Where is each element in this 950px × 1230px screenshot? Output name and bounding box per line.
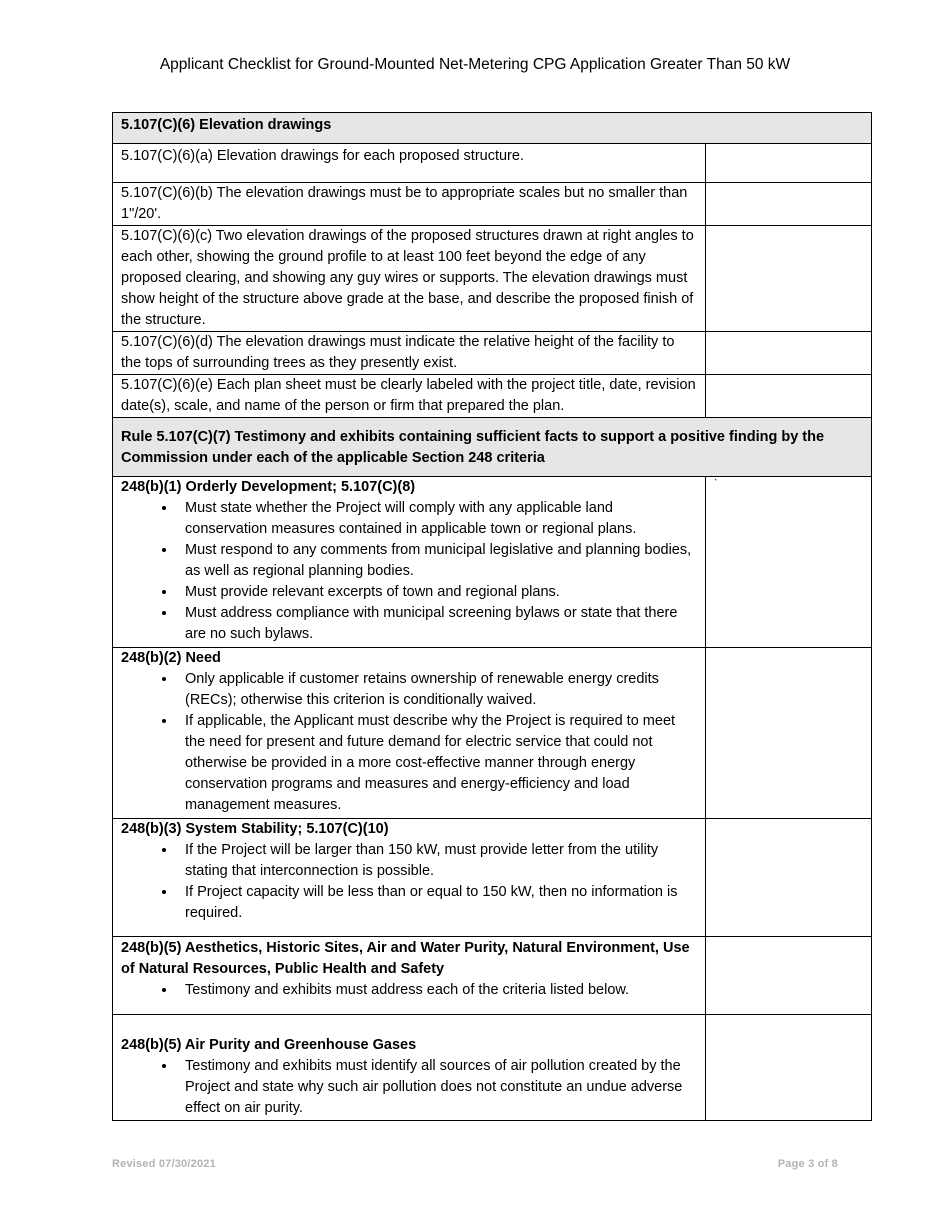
checkbox-cell[interactable] bbox=[706, 937, 871, 1014]
footer-page-number: Page 3 of 8 bbox=[777, 1158, 838, 1170]
checkbox-cell[interactable] bbox=[706, 477, 871, 647]
criterion-bullets bbox=[121, 1056, 697, 1119]
criterion-row bbox=[113, 647, 871, 818]
checklist-row bbox=[113, 143, 871, 182]
bullet-item: • Only applicable if customer retains ownership of renewable energy credits (RECs); otherwise this criterion is conditionally waived. bbox=[177, 669, 697, 711]
testimony-section-heading-row bbox=[113, 417, 871, 476]
bullet-item: • Must address compliance with municipal screening bylaws or state that there are no such bylaws. bbox=[177, 603, 697, 645]
document-header: Applicant Checklist for Ground-Mounted Net-Metering CPG Application Greater Than 50 kW bbox=[159, 56, 791, 73]
checkbox-cell[interactable] bbox=[706, 332, 871, 374]
bullet-item: • Testimony and exhibits must address each of the criteria listed below. bbox=[177, 980, 697, 1001]
item-text: 5.107(C)(6)(c) Two elevation drawings of the proposed structures drawn at right angles to each other, showing the ground profile to at least 100 feet beyond the edge of any proposed clearing, and showing any guy wires or supports. The elevation drawings must show height of the structure above grade at the base, and describe the proposed finish of the structure. bbox=[113, 226, 706, 331]
criterion-bullets bbox=[121, 840, 697, 924]
bullet-item: • Testimony and exhibits must identify all sources of air pollution created by the Project and state why such air pollution does not constitute an undue adverse effect on air purity. bbox=[177, 1056, 697, 1119]
testimony-section-heading: Rule 5.107(C)(7) Testimony and exhibits containing sufficient facts to support a positive finding by the Commission under each of the applicable Section 248 criteria bbox=[121, 429, 825, 466]
criterion-row bbox=[113, 818, 871, 936]
footer-revised-date: Revised 07/30/2021 bbox=[112, 1158, 216, 1170]
bullet-item: • Must state whether the Project will comply with any applicable land conservation measures contained in applicable town or regional plans. bbox=[177, 498, 697, 540]
elevation-section-heading: 5.107(C)(6) Elevation drawings bbox=[121, 117, 332, 133]
criterion-bullets bbox=[121, 498, 697, 645]
checklist-row bbox=[113, 331, 871, 374]
checklist-row bbox=[113, 374, 871, 417]
item-text: 5.107(C)(6)(a) Elevation drawings for each proposed structure. bbox=[113, 144, 706, 182]
check-mark: ` bbox=[714, 478, 718, 490]
bullet-item: • If applicable, the Applicant must describe why the Project is required to meet the need for present and future demand for electric service that could not otherwise be provided in a more cost-effective manner through energy conservation programs and measures and energy-efficiency and load management measures. bbox=[177, 711, 697, 816]
checklist-table bbox=[112, 112, 872, 1121]
checkbox-cell[interactable] bbox=[706, 648, 871, 818]
criterion-title: 248(b)(5) Aesthetics, Historic Sites, Air and Water Purity, Natural Environment, Use of Natural Resources, Public Health and Safety bbox=[121, 940, 690, 977]
criterion-content bbox=[113, 1015, 706, 1120]
criterion-title: 248(b)(1) Orderly Development; 5.107(C)(8) bbox=[121, 479, 416, 495]
criterion-row bbox=[113, 476, 871, 647]
criterion-title: 248(b)(3) System Stability; 5.107(C)(10) bbox=[121, 821, 389, 837]
checkbox-cell[interactable] bbox=[706, 144, 871, 182]
bullet-item: • If the Project will be larger than 150 kW, must provide letter from the utility stating that interconnection is possible. bbox=[177, 840, 697, 882]
checkbox-cell[interactable] bbox=[706, 1015, 871, 1120]
criterion-content bbox=[113, 477, 706, 647]
criterion-content bbox=[113, 819, 706, 936]
criterion-row bbox=[113, 936, 871, 1014]
bullet-item: • Must provide relevant excerpts of town and regional plans. bbox=[177, 582, 697, 603]
criterion-row bbox=[113, 1014, 871, 1120]
checkbox-cell[interactable] bbox=[706, 226, 871, 331]
checklist-row bbox=[113, 225, 871, 331]
item-text: 5.107(C)(6)(b) The elevation drawings must be to appropriate scales but no smaller than 1"/20'. bbox=[113, 183, 706, 225]
checkbox-cell[interactable] bbox=[706, 375, 871, 417]
criterion-title: 248(b)(2) Need bbox=[121, 650, 221, 666]
elevation-section-heading-row bbox=[113, 113, 871, 143]
criterion-title: 248(b)(5) Air Purity and Greenhouse Gases bbox=[121, 1037, 417, 1053]
criterion-content bbox=[113, 648, 706, 818]
bullet-item: • If Project capacity will be less than or equal to 150 kW, then no information is required. bbox=[177, 882, 697, 924]
criterion-bullets bbox=[121, 669, 697, 816]
checklist-row bbox=[113, 182, 871, 225]
checkbox-cell[interactable] bbox=[706, 183, 871, 225]
checkbox-cell[interactable] bbox=[706, 819, 871, 936]
criterion-content bbox=[113, 937, 706, 1014]
bullet-item: • Must respond to any comments from municipal legislative and planning bodies, as well as regional planning bodies. bbox=[177, 540, 697, 582]
criterion-bullets bbox=[121, 980, 697, 1001]
item-text: 5.107(C)(6)(e) Each plan sheet must be clearly labeled with the project title, date, revision date(s), scale, and name of the person or firm that prepared the plan. bbox=[113, 375, 706, 417]
item-text: 5.107(C)(6)(d) The elevation drawings must indicate the relative height of the facility to the tops of surrounding trees as they presently exist. bbox=[113, 332, 706, 374]
